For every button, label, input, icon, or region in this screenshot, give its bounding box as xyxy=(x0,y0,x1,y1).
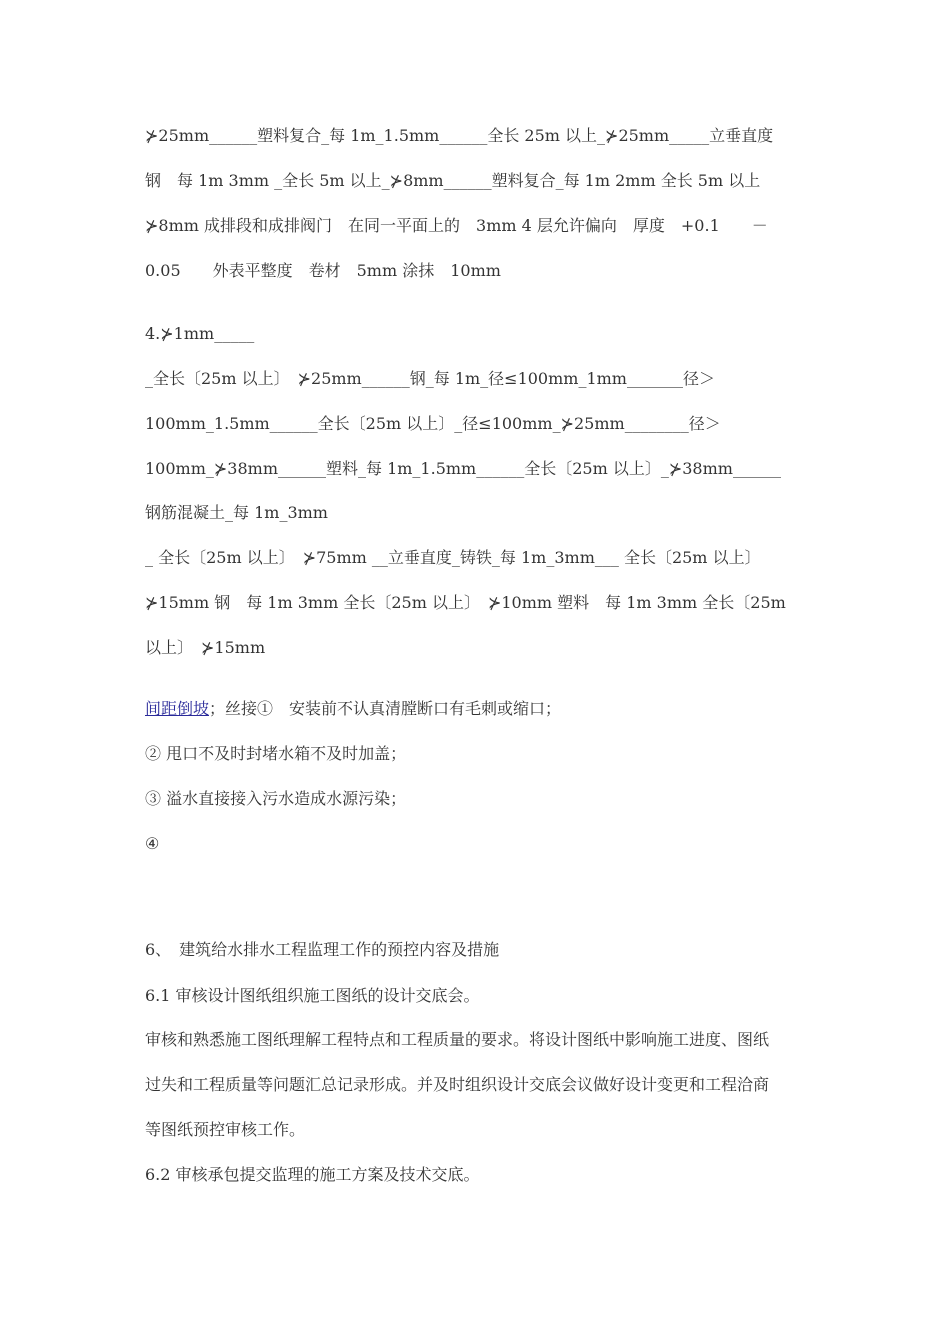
section-heading: 6、 建筑给水排水工程监理工作的预控内容及措施 xyxy=(145,940,500,959)
list-item: ④ xyxy=(145,834,160,853)
text-line-rest: ；丝接① 安装前不认真清膛断口有毛刺或缩口； xyxy=(209,699,562,718)
subsection-heading: 6.1 审核设计图纸组织施工图纸的设计交底会。 xyxy=(145,986,480,1005)
text-line: 100mm_1.5mm______全长〔25m 以上〕_径≤100mm_⊁25mm________径＞ xyxy=(145,414,721,433)
text-line: _全长〔25m 以上〕 ⊁25mm______钢_每 1m_径≤100mm_1mm_______径＞ xyxy=(145,369,715,388)
subsection-heading: 6.2 审核承包提交监理的施工方案及技术交底。 xyxy=(145,1165,480,1184)
paragraph-line: 过失和工程质量等问题汇总记录形成。并及时组织设计交底会议做好设计变更和工程洽商 xyxy=(145,1075,770,1094)
text-line: ⊁15mm 钢 每 1m 3mm 全长〔25m 以上〕 ⊁10mm 塑料 每 1m 3mm 全长〔25m xyxy=(145,593,786,612)
text-line: ⊁8mm 成排段和成排阀门 在同一平面上的 3mm 4 层允许偏向 厚度 +0.1 － xyxy=(145,216,768,235)
text-line: 100mm_⊁38mm______塑料_每 1m_1.5mm______全长〔25m 以上〕_⊁38mm______ xyxy=(145,459,781,478)
list-item: ② 甩口不及时封堵水箱不及时加盖； xyxy=(145,744,407,763)
paragraph-line: 审核和熟悉施工图纸理解工程特点和工程质量的要求。将设计图纸中影响施工进度、图纸 xyxy=(145,1030,770,1049)
text-line: 钢筋混凝土_每 1m_3mm xyxy=(145,503,328,522)
spacing-slope-link[interactable]: 间距倒坡 xyxy=(145,699,210,718)
paragraph-line: 等图纸预控审核工作。 xyxy=(145,1120,306,1139)
text-line: 0.05 外表平整度 卷材 5mm 涂抹 10mm xyxy=(145,261,501,280)
text-line: 4.⊁1mm_____ xyxy=(145,324,255,343)
text-line: _ 全长〔25m 以上〕 ⊁75mm __立垂直度_铸铁_每 1m_3mm___ 全长〔25m 以上〕 xyxy=(145,548,761,567)
list-item: ③ 溢水直接接入污水造成水源污染； xyxy=(145,789,407,808)
text-line: ⊁25mm______塑料复合_每 1m_1.5mm______全长 25m 以上_⊁25mm_____立垂直度 xyxy=(145,126,774,145)
text-line: 钢 每 1m 3mm _全长 5m 以上_⊁8mm______塑料复合_每 1m 2mm 全长 5m 以上 xyxy=(145,171,761,190)
text-line xyxy=(145,697,815,721)
text-line: 以上〕 ⊁15mm xyxy=(145,638,266,657)
